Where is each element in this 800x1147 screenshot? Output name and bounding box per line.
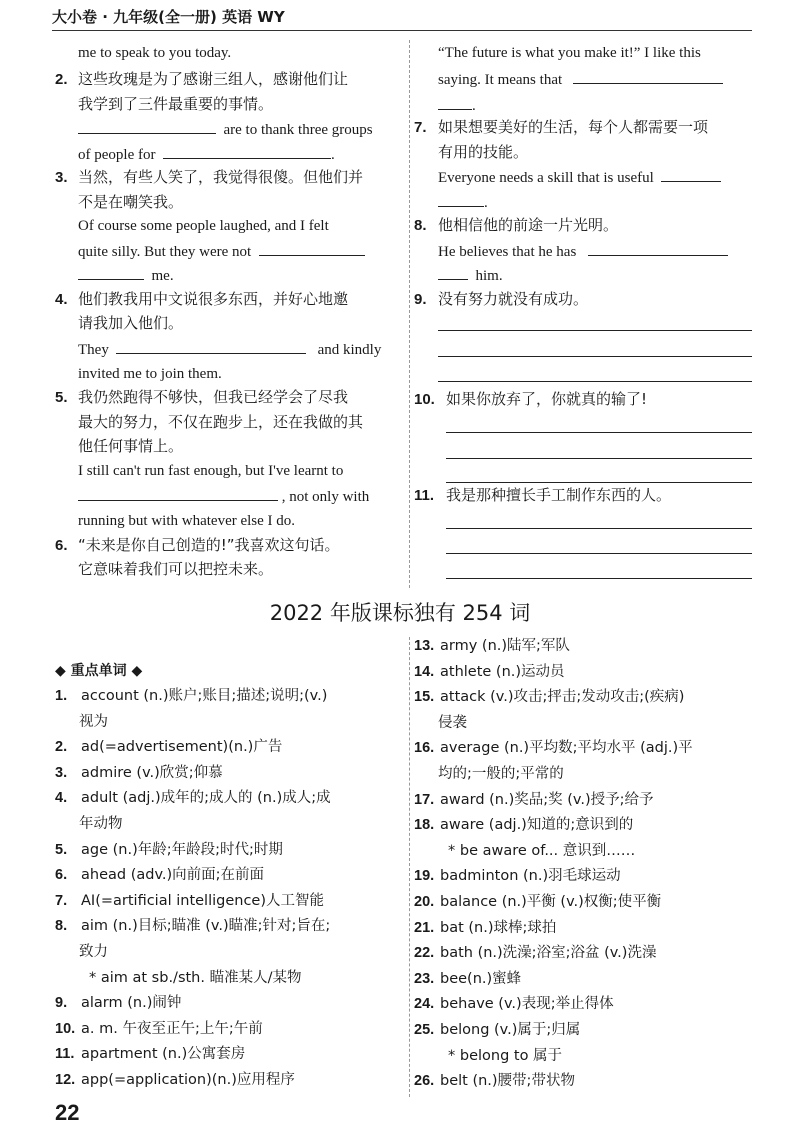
q5-number: 5. — [55, 389, 68, 406]
vocab-text: bath (n.)洗澡;浴室;浴盆 (v.)洗澡 — [440, 945, 657, 962]
vocab-entry — [79, 944, 108, 961]
q6-chinese: “未来是你自己创造的!”我喜欢这句话。 — [78, 536, 340, 554]
answer-blank[interactable] — [438, 193, 484, 207]
vocab-number: 24. — [414, 996, 435, 1013]
vocab-text: award (n.)奖品;奖 (v.)授予;给予 — [440, 791, 654, 808]
vocab-number: 12. — [55, 1072, 76, 1088]
answer-blank[interactable] — [78, 120, 216, 134]
answer-line[interactable] — [446, 578, 752, 579]
answer-blank[interactable] — [78, 266, 144, 280]
answer-blank[interactable] — [438, 96, 472, 110]
q3-english: me. — [78, 266, 174, 287]
vocab-entry — [414, 996, 614, 1013]
answer-line[interactable] — [446, 458, 752, 459]
vocab-text: 均的;一般的;平常的 — [438, 766, 564, 782]
header-divider — [52, 30, 752, 31]
q5-english: running but with whatever else I do. — [78, 513, 296, 529]
vocab-entry — [55, 739, 282, 756]
answer-blank[interactable] — [661, 168, 721, 182]
column-divider — [409, 40, 410, 588]
vocab-number: 2. — [55, 739, 68, 756]
vocab-text: belt (n.)腰带;带状物 — [440, 1073, 575, 1090]
q2-chinese: 这些玫瑰是为了感谢三组人，感谢他们让 — [78, 70, 349, 88]
vocab-text: * belong to 属于 — [448, 1047, 563, 1064]
vocab-entry — [414, 664, 565, 681]
q6-english: “The future is what you make it!” I like this — [438, 45, 701, 61]
vocab-entry — [448, 1048, 562, 1065]
q7-english: . — [438, 193, 488, 214]
q6-number: 6. — [55, 537, 68, 554]
vocab-number: 3. — [55, 764, 68, 781]
vocab-text: 致力 — [79, 944, 108, 960]
answer-blank[interactable] — [163, 145, 331, 159]
vocab-entry — [79, 816, 123, 833]
vocab-text: belong (v.)属于;归属 — [440, 1022, 581, 1038]
q7-english: Everyone needs a skill that is useful — [438, 168, 721, 189]
section-title: 2022 年版课标独有 254 词 — [269, 601, 531, 625]
vocab-number: 16. — [414, 740, 435, 757]
vocab-number: 22. — [414, 945, 435, 962]
vocab-entry — [414, 740, 693, 757]
vocab-entry — [55, 790, 331, 807]
vocab-text: badminton (n.)羽毛球运动 — [440, 868, 621, 885]
vocab-entry — [55, 918, 330, 935]
vocab-entry — [55, 765, 223, 782]
answer-blank[interactable] — [78, 487, 278, 501]
vocab-text: aware (adj.)知道的;意识到的 — [440, 817, 634, 834]
q3-chinese: 当然，有些人笑了，我觉得很傻。但他们并 — [78, 168, 364, 186]
vocab-entry — [414, 689, 684, 706]
vocab-number: 15. — [414, 689, 435, 706]
vocab-text: ad(=advertisement)(n.)广告 — [81, 739, 283, 756]
vocab-entry — [55, 842, 283, 859]
q2-chinese: 我学到了三件最重要的事情。 — [78, 95, 274, 113]
q8-number: 8. — [414, 217, 427, 234]
q10-number: 10. — [414, 391, 435, 408]
vocab-text: account (n.)账户;账目;描述;说明;(v.) — [81, 688, 328, 704]
vocab-entry — [55, 688, 327, 705]
vocab-text: average (n.)平均数;平均水平 (adj.)平 — [440, 740, 693, 757]
answer-blank[interactable] — [588, 242, 728, 256]
page-number: 22 — [55, 1100, 80, 1125]
q3-english: Of course some people laughed, and I felt — [78, 218, 329, 234]
vocab-text: athlete (n.)运动员 — [440, 663, 565, 680]
q4-chinese: 他们教我用中文说很多东西，并好心地邀 — [78, 290, 349, 308]
q8-english: him. — [438, 266, 503, 287]
vocab-entry — [414, 920, 556, 937]
vocab-text: behave (v.)表现;举止得体 — [440, 996, 614, 1013]
q5-chinese: 最大的努力，不仅在跑步上，还在我做的其 — [78, 413, 364, 431]
q2-number: 2. — [55, 71, 68, 88]
vocab-entry — [414, 638, 570, 655]
vocab-number: 5. — [55, 841, 68, 858]
vocab-entry — [55, 995, 181, 1012]
vocab-entry — [414, 1073, 575, 1090]
answer-line[interactable] — [438, 356, 752, 357]
vocab-text: apartment (n.)公寓套房 — [81, 1046, 246, 1063]
vocab-entry — [448, 843, 635, 860]
vocab-number: 21. — [414, 919, 435, 936]
q8-english: He believes that he has — [438, 242, 728, 263]
vocab-number: 10. — [55, 1020, 76, 1037]
vocab-text: a. m. 午夜至正午;上午;午前 — [81, 1020, 263, 1037]
q8-chinese: 他相信他的前途一片光明。 — [438, 216, 619, 234]
vocab-entry — [414, 868, 621, 885]
vocab-text: 视为 — [79, 713, 108, 730]
vocab-entry — [55, 1046, 245, 1063]
vocab-number: 14. — [414, 663, 435, 680]
vocab-heading: ◆ 重点单词 ◆ — [55, 663, 143, 679]
q10-chinese: 如果你放弃了，你就真的输了! — [446, 390, 648, 408]
q5-chinese: 他任何事情上。 — [78, 437, 184, 455]
answer-line[interactable] — [438, 330, 752, 331]
answer-blank[interactable] — [438, 266, 468, 280]
vocab-text: aim (n.)目标;瞄准 (v.)瞄准;针对;旨在; — [81, 918, 331, 935]
vocab-number: 8. — [55, 918, 68, 935]
vocab-number: 19. — [414, 868, 435, 885]
answer-blank[interactable] — [116, 340, 306, 354]
q3-chinese: 不是在嘲笑我。 — [78, 193, 184, 211]
q1-continuation: me to speak to you today. — [78, 45, 232, 61]
q7-chinese: 如果想要美好的生活，每个人都需要一项 — [438, 118, 709, 136]
vocab-text: ahead (adv.)向前面;在前面 — [81, 867, 265, 884]
answer-line[interactable] — [446, 432, 752, 433]
vocab-entry — [414, 971, 521, 988]
vocab-entry — [414, 894, 661, 911]
vocab-number: 17. — [414, 791, 435, 808]
vocab-text: admire (v.)欣赏;仰慕 — [81, 764, 223, 781]
vocab-entry — [55, 1021, 263, 1038]
answer-line[interactable] — [438, 381, 752, 382]
column-divider — [409, 637, 410, 1097]
vocab-entry — [438, 766, 564, 783]
vocab-text: army (n.)陆军;军队 — [440, 638, 570, 654]
answer-line[interactable] — [446, 553, 752, 554]
q11-number: 11. — [414, 487, 435, 504]
q5-english: , not only with — [78, 487, 369, 508]
answer-line[interactable] — [446, 528, 752, 529]
q5-chinese: 我仍然跑得不够快，但我已经学会了尽我 — [78, 388, 349, 406]
vocab-number: 13. — [414, 638, 435, 654]
vocab-entry — [414, 1022, 580, 1039]
q3-number: 3. — [55, 169, 68, 186]
q4-number: 4. — [55, 291, 68, 308]
vocab-number: 11. — [55, 1046, 75, 1063]
vocab-number: 23. — [414, 970, 435, 987]
q4-english: invited me to join them. — [78, 366, 222, 382]
vocab-number: 20. — [414, 894, 435, 910]
vocab-number: 7. — [55, 892, 68, 909]
vocab-text: * aim at sb./sth. 瞄准某人/某物 — [89, 969, 302, 986]
vocab-entry — [414, 792, 654, 809]
vocab-entry — [55, 893, 324, 910]
q6-english: . — [438, 96, 476, 117]
vocab-text: bee(n.)蜜蜂 — [440, 970, 522, 987]
vocab-text: attack (v.)攻击;抨击;发动攻击;(疾病) — [440, 689, 685, 706]
vocab-number: 6. — [55, 867, 68, 884]
q6-english: saying. It means that — [438, 70, 723, 91]
vocab-number: 25. — [414, 1022, 435, 1038]
q7-chinese: 有用的技能。 — [438, 143, 529, 161]
vocab-entry — [55, 1072, 295, 1089]
vocab-entry — [89, 970, 301, 987]
vocab-number: 9. — [55, 995, 68, 1012]
vocab-text: AI(=artificial intelligence)人工智能 — [81, 892, 324, 909]
answer-blank[interactable] — [259, 242, 365, 256]
q4-english: They and kindly — [78, 342, 382, 358]
vocab-text: balance (n.)平衡 (v.)权衡;使平衡 — [440, 894, 662, 910]
q11-chinese: 我是那种擅长手工制作东西的人。 — [446, 486, 672, 504]
vocab-entry — [414, 945, 656, 962]
vocab-number: 4. — [55, 790, 68, 807]
vocab-text: alarm (n.)闹钟 — [81, 995, 182, 1012]
q2-english: of people for . — [78, 147, 335, 163]
q9-chinese: 没有努力就没有成功。 — [438, 290, 589, 308]
vocab-text: * be aware of... 意识到…… — [448, 842, 636, 859]
vocab-text: app(=application)(n.)应用程序 — [81, 1072, 295, 1088]
vocab-text: age (n.)年龄;年龄段;时代;时期 — [81, 841, 283, 858]
q2-english: are to thank three groups — [78, 120, 373, 141]
q3-english: quite silly. But they were not — [78, 242, 365, 263]
vocab-entry — [55, 867, 264, 884]
page-header: 大小卷 · 九年级(全一册) 英语 WY — [52, 8, 285, 26]
vocab-entry — [438, 715, 467, 732]
vocab-text: 年动物 — [79, 816, 123, 832]
vocab-number: 1. — [55, 688, 68, 704]
q6-chinese: 它意味着我们可以把控未来。 — [78, 560, 274, 578]
answer-blank[interactable] — [573, 70, 723, 84]
q7-number: 7. — [414, 119, 427, 136]
q5-english: I still can't run fast enough, but I've learnt to — [78, 463, 344, 479]
vocab-text: 侵袭 — [438, 714, 467, 731]
vocab-text: bat (n.)球棒;球拍 — [440, 919, 557, 936]
q4-chinese: 请我加入他们。 — [78, 314, 184, 332]
q9-number: 9. — [414, 291, 427, 308]
vocab-text: adult (adj.)成年的;成人的 (n.)成人;成 — [81, 790, 331, 807]
vocab-entry — [414, 817, 633, 834]
vocab-number: 26. — [414, 1073, 435, 1090]
answer-line[interactable] — [446, 482, 752, 483]
vocab-entry — [79, 714, 108, 731]
vocab-number: 18. — [414, 817, 435, 834]
